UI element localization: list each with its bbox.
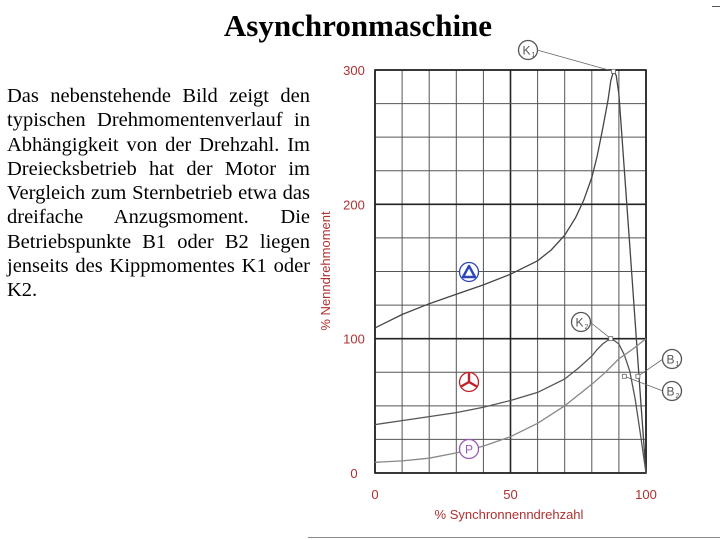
marker-B1-point (636, 374, 640, 378)
chart-labels (318, 63, 657, 522)
marker-B1 (636, 350, 682, 379)
marker-load-label: P (464, 442, 474, 457)
marker-K2-point (609, 337, 613, 341)
torque-speed-chart (316, 36, 680, 526)
marker-B2-leader (624, 376, 663, 391)
x-axis-label: % Synchronnenndrehzahl (434, 507, 584, 522)
slide-title-text: Asynchronmaschine (223, 8, 493, 43)
marker-B2-sub: 2 (675, 393, 680, 400)
corner-mark (712, 6, 720, 7)
marker-B1-label: B (666, 352, 675, 367)
y-tick-label: 200 (343, 197, 365, 213)
body-text: Das nebenstehende Bild zeigt den typischen Drehmomentenverlauf in Abhängigkeit von der Drehzahl. Im Dreiecksbetrieb hat der Motor im Vergleich zum Sternbetrieb etwa das dreifache Anzugsmoment. Die Betriebspunkte B1 oder B2 liegen jenseits des Kippmomentes K1 oder K2. (7, 85, 310, 302)
x-tick-label: 100 (635, 487, 657, 502)
marker-K2-leader (590, 322, 611, 339)
y-axis-label: % Nenndrehmoment (318, 211, 333, 331)
marker-K2-label: K (575, 315, 584, 330)
x-tick-label: 0 (371, 487, 379, 502)
marker-B2-label: B (666, 384, 675, 399)
y-tick-label: 0 (350, 466, 358, 481)
marker-K1-point (611, 69, 615, 73)
marker-B2-point (622, 374, 626, 378)
chart-grid (375, 70, 646, 473)
x-tick-label: 50 (503, 487, 518, 502)
marker-K1 (519, 41, 616, 74)
marker-star (460, 373, 479, 392)
marker-K2-sub: 2 (584, 324, 589, 331)
y-tick-label: 300 (343, 63, 365, 78)
marker-load (460, 440, 479, 459)
marker-delta (460, 263, 479, 282)
marker-B1-sub: 1 (675, 361, 680, 368)
bottom-divider (308, 537, 720, 538)
marker-B1-leader (638, 359, 663, 376)
y-tick-label: 100 (343, 331, 365, 347)
marker-K1-label: K (522, 43, 531, 58)
marker-K1-leader (537, 50, 613, 71)
marker-K1-sub: 1 (531, 52, 536, 59)
